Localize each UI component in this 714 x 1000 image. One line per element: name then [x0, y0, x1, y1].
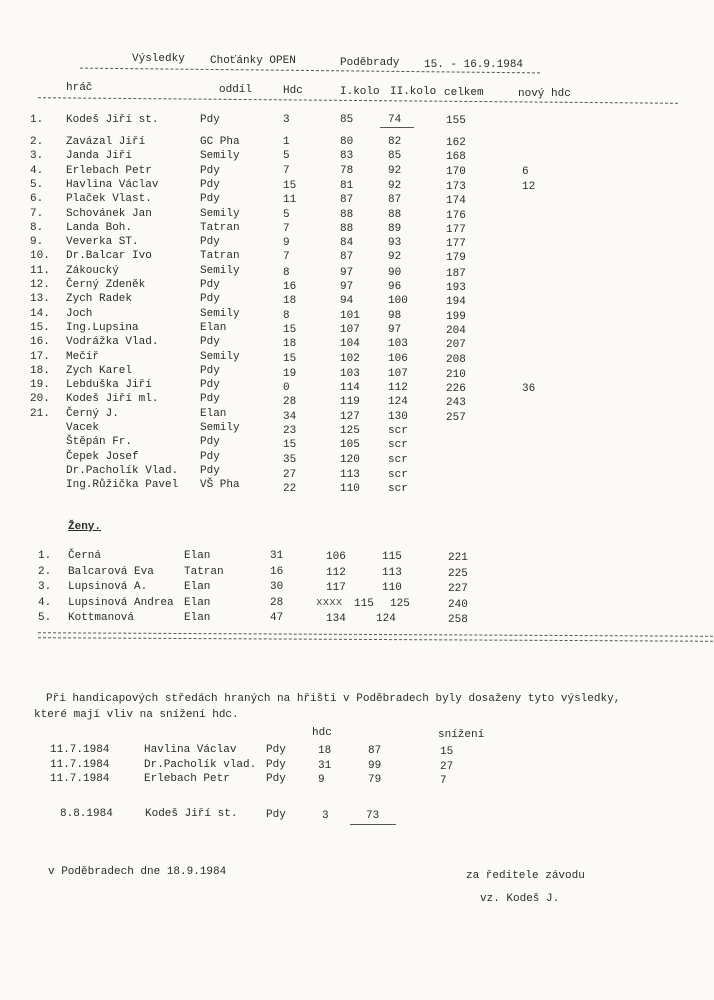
row-round2: 88 [388, 209, 402, 221]
row-player-name: Janda Jiří [66, 150, 133, 162]
row-club: Tatran [184, 566, 224, 578]
row-club: Elan [200, 322, 227, 334]
row-new-hdc: 6 [522, 166, 529, 178]
row-round2: 107 [388, 368, 408, 380]
row-player-name: Lebduška Jiří [66, 379, 152, 391]
row-hdc: 28 [283, 396, 297, 408]
row-reduction: 15 [440, 746, 454, 758]
row-player-name: Kodeš Jiří ml. [66, 393, 159, 405]
row-round1: 105 [340, 439, 360, 451]
extra-name: Kodeš Jiří st. [145, 808, 238, 820]
row-player-name: Landa Boh. [66, 222, 133, 234]
women-heading: Ženy. [68, 521, 102, 533]
footer-place-date: v Poděbradech dne 18.9.1984 [48, 866, 227, 878]
row-player-name: Lupsinová A. [68, 581, 148, 593]
row-round2: 106 [388, 353, 408, 365]
row-round2: 82 [388, 136, 402, 148]
row-total: 226 [446, 383, 466, 395]
row-player-name: Erlebach Petr [66, 165, 152, 177]
row-round2: 125 [390, 598, 410, 610]
row-total: 258 [448, 614, 468, 626]
row-player-name: Erlebach Petr [144, 773, 230, 785]
row-round2: 92 [388, 165, 402, 177]
row-total: 221 [448, 552, 468, 564]
row-round1: 112 [326, 567, 346, 579]
row-club: Pdy [266, 759, 286, 771]
row-total: 210 [446, 369, 466, 381]
row-rank: 7. [30, 208, 44, 220]
row-player-name: Joch [66, 308, 93, 320]
extra-hdc: 3 [322, 810, 329, 822]
row-total: 176 [446, 210, 466, 222]
row-hdc: 1 [283, 136, 290, 148]
row-player-name: Ing.Růžička Pavel [66, 479, 179, 491]
row-hdc: 30 [270, 581, 284, 593]
row-round2: 74 [388, 114, 402, 126]
row-rank: 16. [30, 336, 50, 348]
row-player-name: Vacek [66, 422, 100, 434]
row-club: Pdy [266, 773, 286, 785]
row-total: 194 [446, 296, 466, 308]
row-round1: 80 [340, 136, 354, 148]
row-club: Pdy [200, 293, 220, 305]
row-round1: 119 [340, 396, 360, 408]
row-club: Elan [200, 408, 227, 420]
section-rule-2 [38, 637, 713, 642]
row-round1: 94 [340, 295, 354, 307]
row-rank: 4. [30, 165, 44, 177]
row-club: Tatran [200, 250, 240, 262]
row-club: Pdy [200, 193, 220, 205]
row-total: 177 [446, 224, 466, 236]
row-total: 240 [448, 599, 468, 611]
row-club: VŠ Pha [200, 479, 240, 491]
row-rank: 1. [38, 550, 52, 562]
row-total: 162 [446, 137, 466, 149]
row-reduction: 7 [440, 775, 447, 787]
row-hdc: 18 [283, 295, 297, 307]
row-total: 257 [446, 412, 466, 424]
row-round2: 124 [376, 613, 396, 625]
row-round2: 89 [388, 223, 402, 235]
row-round2: 130 [388, 411, 408, 423]
row-rank: 4. [38, 597, 52, 609]
row-rank: 12. [30, 279, 50, 291]
row-total: 225 [448, 568, 468, 580]
row-hdc: 18 [283, 338, 297, 350]
row-round1: 104 [340, 338, 360, 350]
row-hdc: 28 [270, 597, 284, 609]
header-rule [38, 97, 678, 104]
row-round1: 87 [340, 194, 354, 206]
row-round1: 78 [340, 165, 354, 177]
row-score: 79 [368, 774, 382, 786]
row-score: 87 [368, 745, 382, 757]
header-total: celkem [444, 87, 484, 99]
row-club: Pdy [200, 379, 220, 391]
row-club: Pdy [200, 465, 220, 477]
row-club: Semily [200, 308, 240, 320]
row-round1: 97 [340, 281, 354, 293]
row-round1: 102 [340, 353, 360, 365]
row-player-name: Dr.Balcar Ivo [66, 250, 152, 262]
row-club: Pdy [200, 365, 220, 377]
row-hdc: 9 [283, 237, 290, 249]
reduction-header: snížení [438, 729, 485, 741]
row-hdc: 31 [318, 760, 332, 772]
row-club: Pdy [200, 179, 220, 191]
row-date: 11.7.1984 [50, 773, 110, 785]
row-round2: 97 [388, 324, 402, 336]
row-round2: scr [388, 469, 408, 481]
row-round1: 113 [340, 469, 360, 481]
row-player-name: Havlina Václav [66, 179, 159, 191]
extra-score: 73 [366, 810, 380, 822]
row-rank: 13. [30, 293, 50, 305]
row-round2: 110 [382, 582, 402, 594]
footer-sign-line-2: vz. Kodeš J. [480, 893, 560, 905]
row-round1: 88 [340, 209, 354, 221]
row-round1: 127 [340, 411, 360, 423]
row-round2: 103 [388, 338, 408, 350]
row-player-name: Černý J. [66, 408, 119, 420]
row-club: Elan [184, 597, 211, 609]
row-rank: 2. [38, 566, 52, 578]
row-hdc: 23 [283, 425, 297, 437]
row-player-name: Veverka ST. [66, 236, 139, 248]
row-total: 174 [446, 195, 466, 207]
row-total: 199 [446, 311, 466, 323]
row-player-name: Mečíř [66, 351, 100, 363]
row-total: 243 [446, 397, 466, 409]
row-hdc: 35 [283, 454, 297, 466]
row-rank: 17. [30, 351, 50, 363]
row-round1: 115 [354, 598, 374, 610]
row-club: Semily [200, 265, 240, 277]
row-round2: 92 [388, 180, 402, 192]
row-date: 11.7.1984 [50, 744, 110, 756]
row-reduction: 27 [440, 761, 454, 773]
row-hdc: 15 [283, 324, 297, 336]
row-round2: 93 [388, 237, 402, 249]
row-round1: 84 [340, 237, 354, 249]
row-total: 207 [446, 339, 466, 351]
row-round2: 87 [388, 194, 402, 206]
row-round2: 90 [388, 267, 402, 279]
header-hdc: Hdc [283, 85, 303, 97]
row-total: 168 [446, 151, 466, 163]
row-player-name: Havlina Václav [144, 744, 237, 756]
row-hdc: 15 [283, 180, 297, 192]
title-place: Poděbrady [340, 57, 400, 69]
row-hdc: 5 [283, 150, 290, 162]
note-line-1: Při handicapových středách hraných na hřišti v Poděbradech byly dosaženy tyto výsledky, [46, 693, 621, 705]
row-round1: 134 [326, 613, 346, 625]
row-rank: 11. [30, 265, 50, 277]
row-rank: 19. [30, 379, 50, 391]
row-round1: 125 [340, 425, 360, 437]
row-club: Elan [184, 612, 211, 624]
row-round2: 92 [388, 251, 402, 263]
row-player-name: Zákoucký [66, 265, 119, 277]
row-player-name: Zavázal Jiří [66, 136, 146, 148]
row-hdc: 11 [283, 194, 297, 206]
row-hdc: 8 [283, 267, 290, 279]
row-total: 227 [448, 583, 468, 595]
row-round2: 124 [388, 396, 408, 408]
row-hdc: 7 [283, 165, 290, 177]
row-club: Elan [184, 550, 211, 562]
row-total: 170 [446, 166, 466, 178]
row-club: Pdy [200, 236, 220, 248]
row-hdc: 22 [283, 483, 297, 495]
row-club: Pdy [200, 114, 220, 126]
row-player-name: Černá [68, 550, 102, 562]
row-round1: 107 [340, 324, 360, 336]
row-round2: scr [388, 483, 408, 495]
row-hdc: 7 [283, 223, 290, 235]
extra-score-underline [350, 824, 396, 825]
row-club: Pdy [200, 436, 220, 448]
header-round1: I.kolo [340, 86, 380, 98]
row-score: 99 [368, 760, 382, 772]
title-results: Výsledky [132, 53, 185, 65]
row-hdc: 16 [283, 281, 297, 293]
row-club: Pdy [200, 165, 220, 177]
row-club: Elan [184, 581, 211, 593]
row-rank: 1. [30, 114, 44, 126]
crossed-out-mark: xxxx [316, 597, 343, 609]
row-player-name: Čepek Josef [66, 451, 139, 463]
row-round2: 115 [382, 551, 402, 563]
reduction-hdc-header: hdc [312, 727, 332, 739]
row-rank: 14. [30, 308, 50, 320]
row-total: 155 [446, 115, 466, 127]
row-rank: 21. [30, 408, 50, 420]
row-rank: 18. [30, 365, 50, 377]
title-date: 15. - 16.9.1984 [424, 59, 524, 71]
row-round1: 97 [340, 267, 354, 279]
row-round1: 114 [340, 382, 360, 394]
row-player-name: Kottmanová [68, 612, 135, 624]
row-round2: 113 [382, 567, 402, 579]
row-total: 179 [446, 252, 466, 264]
row-total: 177 [446, 238, 466, 250]
row-hdc: 8 [283, 310, 290, 322]
row-player-name: Černý Zdeněk [66, 279, 146, 291]
row-club: Pdy [200, 393, 220, 405]
row-rank: 8. [30, 222, 44, 234]
section-rule-1 [38, 632, 713, 637]
header-new-hdc: nový hdc [518, 88, 571, 100]
row-player-name: Balcarová Eva [68, 566, 154, 578]
row-rank: 15. [30, 322, 50, 334]
row-player-name: Vodrážka Vlad. [66, 336, 159, 348]
row-rank: 9. [30, 236, 44, 248]
row-round2: scr [388, 454, 408, 466]
title-cup: Choťánky OPEN [210, 55, 296, 67]
row-club: Semily [200, 351, 240, 363]
row-club: Pdy [266, 744, 286, 756]
header-club: oddíl [219, 84, 253, 96]
extra-club: Pdy [266, 809, 286, 821]
row-player-name: Plaček Vlast. [66, 193, 152, 205]
row-rank: 6. [30, 193, 44, 205]
row-round2: 85 [388, 150, 402, 162]
row-club: Semily [200, 208, 240, 220]
row-rank: 3. [38, 581, 52, 593]
row-player-name: Dr.Pacholík Vlad. [66, 465, 179, 477]
row-player-name: Štěpán Fr. [66, 436, 133, 448]
row-club: Semily [200, 150, 240, 162]
row-round1: 120 [340, 454, 360, 466]
row-hdc: 7 [283, 251, 290, 263]
row-hdc: 47 [270, 612, 284, 624]
row-round1: 106 [326, 551, 346, 563]
row-round1: 87 [340, 251, 354, 263]
row-player-name: Ing.Lupsina [66, 322, 139, 334]
row-hdc: 34 [283, 411, 297, 423]
row-hdc: 15 [283, 353, 297, 365]
row-hdc: 15 [283, 439, 297, 451]
row-hdc: 3 [283, 114, 290, 126]
row-round2: 112 [388, 382, 408, 394]
row-hdc: 5 [283, 209, 290, 221]
row-new-hdc: 12 [522, 181, 536, 193]
row-total: 208 [446, 354, 466, 366]
row-round1: 83 [340, 150, 354, 162]
row-rank: 5. [38, 612, 52, 624]
best-round-underline [380, 127, 414, 128]
extra-date: 8.8.1984 [60, 808, 113, 820]
row-round1: 81 [340, 180, 354, 192]
row-rank: 10. [30, 250, 50, 262]
row-hdc: 0 [283, 382, 290, 394]
header-round2: II.kolo [390, 86, 437, 98]
note-line-2: které mají vliv na snížení hdc. [34, 709, 239, 721]
row-rank: 5. [30, 179, 44, 191]
row-hdc: 19 [283, 368, 297, 380]
row-round1: 117 [326, 582, 346, 594]
row-player-name: Kodeš Jiří st. [66, 114, 159, 126]
row-total: 193 [446, 282, 466, 294]
row-round2: 96 [388, 281, 402, 293]
row-round2: 100 [388, 295, 408, 307]
row-hdc: 31 [270, 550, 284, 562]
row-round1: 101 [340, 310, 360, 322]
row-player-name: Dr.Pacholík vlad. [144, 759, 257, 771]
row-hdc: 16 [270, 566, 284, 578]
header-player: hráč [66, 82, 93, 94]
row-club: Pdy [200, 336, 220, 348]
row-club: Pdy [200, 279, 220, 291]
row-player-name: Lupsinová Andrea [68, 597, 174, 609]
row-hdc: 18 [318, 745, 332, 757]
row-hdc: 27 [283, 469, 297, 481]
row-hdc: 9 [318, 774, 325, 786]
row-new-hdc: 36 [522, 383, 536, 395]
row-round1: 103 [340, 368, 360, 380]
row-rank: 3. [30, 150, 44, 162]
row-rank: 20. [30, 393, 50, 405]
footer-sign-line-1: za ředitele závodu [466, 870, 585, 882]
row-player-name: Schovánek Jan [66, 208, 152, 220]
row-round2: scr [388, 439, 408, 451]
row-total: 187 [446, 268, 466, 280]
row-club: Tatran [200, 222, 240, 234]
row-rank: 2. [30, 136, 44, 148]
row-round2: 98 [388, 310, 402, 322]
row-round1: 110 [340, 483, 360, 495]
row-club: GC Pha [200, 136, 240, 148]
row-player-name: Zych Karel [66, 365, 133, 377]
row-date: 11.7.1984 [50, 759, 110, 771]
row-round1: 85 [340, 114, 354, 126]
row-total: 173 [446, 181, 466, 193]
row-round2: scr [388, 425, 408, 437]
row-club: Semily [200, 422, 240, 434]
row-total: 204 [446, 325, 466, 337]
row-round1: 88 [340, 223, 354, 235]
row-player-name: Zych Radek [66, 293, 133, 305]
row-club: Pdy [200, 451, 220, 463]
